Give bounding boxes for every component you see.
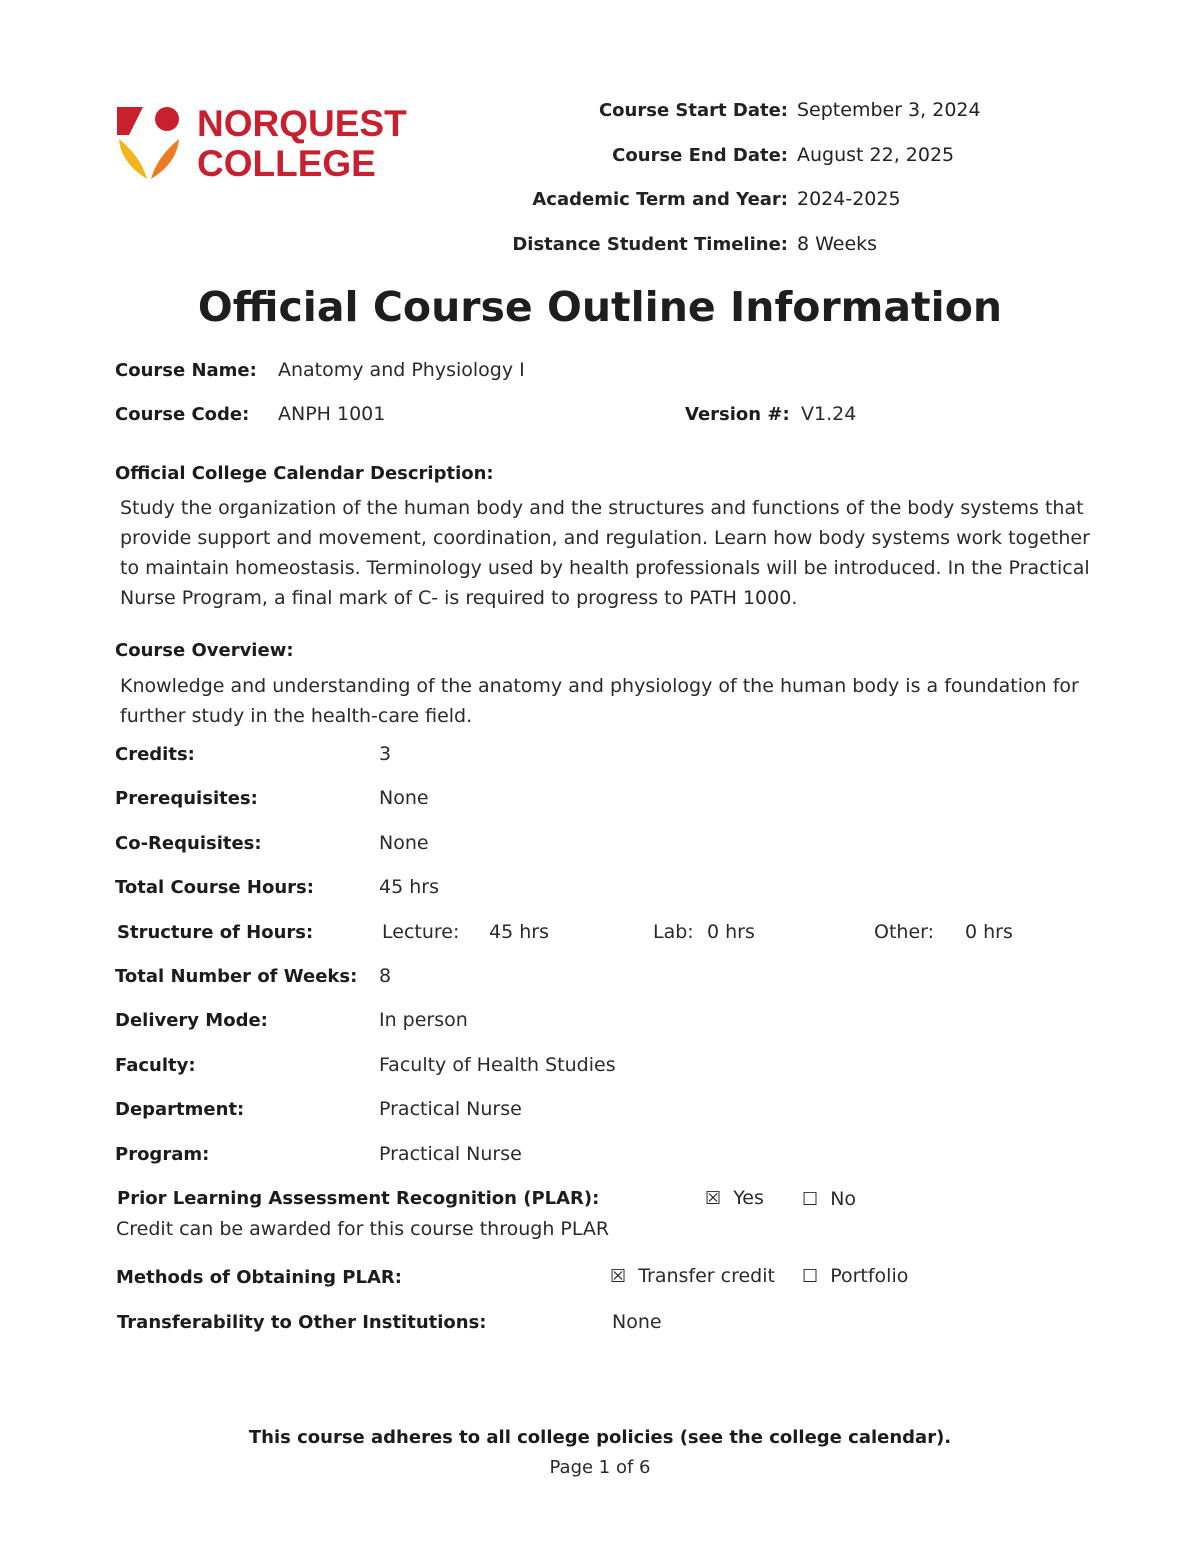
portfolio-label: Portfolio bbox=[830, 1265, 909, 1287]
course-end-date-label: Course End Date: bbox=[612, 145, 788, 166]
plar-yes-option[interactable] bbox=[705, 1187, 764, 1209]
plar-yes-label: Yes bbox=[733, 1187, 764, 1209]
course-code-label: Course Code: bbox=[115, 404, 250, 425]
faculty-value: Faculty of Health Studies bbox=[379, 1054, 616, 1076]
course-end-date-value: August 22, 2025 bbox=[797, 144, 955, 166]
program-value: Practical Nurse bbox=[379, 1143, 522, 1165]
transferability-value: None bbox=[612, 1311, 662, 1333]
plar-note: Credit can be awarded for this course through PLAR bbox=[116, 1218, 610, 1240]
lecture-label: Lecture: bbox=[382, 921, 460, 943]
course-code-value: ANPH 1001 bbox=[278, 403, 386, 425]
corequisites-label: Co-Requisites: bbox=[115, 833, 262, 854]
total-hours-label: Total Course Hours: bbox=[115, 877, 314, 898]
course-start-date-label: Course Start Date: bbox=[598, 100, 788, 121]
credits-value: 3 bbox=[379, 743, 392, 765]
logo-line-1: NORQUEST bbox=[197, 103, 407, 144]
transfer-credit-checkbox[interactable]: ☒ bbox=[610, 1266, 627, 1287]
program-label: Program: bbox=[115, 1144, 210, 1165]
department-value: Practical Nurse bbox=[379, 1098, 522, 1120]
logo-mark-icon bbox=[117, 105, 183, 181]
total-hours-value: 45 hrs bbox=[379, 876, 439, 898]
faculty-label: Faculty: bbox=[115, 1055, 196, 1076]
course-overview-label: Course Overview: bbox=[115, 640, 294, 661]
credits-label: Credits: bbox=[115, 744, 195, 765]
plar-yes-checkbox[interactable]: ☒ bbox=[705, 1188, 722, 1209]
college-logo bbox=[117, 105, 407, 185]
transfer-credit-label: Transfer credit bbox=[638, 1265, 775, 1287]
department-label: Department: bbox=[115, 1099, 245, 1120]
logo-line-2: COLLEGE bbox=[197, 143, 376, 184]
plar-no-option[interactable] bbox=[802, 1188, 856, 1210]
transferability-label: Transferability to Other Institutions: bbox=[117, 1312, 487, 1333]
calendar-description-label: Official College Calendar Description: bbox=[115, 463, 494, 484]
other-label: Other: bbox=[874, 921, 935, 943]
policy-footer: This course adheres to all college policies (see the college calendar). bbox=[248, 1427, 952, 1448]
structure-of-hours-label: Structure of Hours: bbox=[117, 922, 314, 943]
version-value: V1.24 bbox=[801, 403, 857, 425]
prerequisites-value: None bbox=[379, 787, 429, 809]
page-number: Page 1 of 6 bbox=[549, 1457, 651, 1478]
academic-term-label: Academic Term and Year: bbox=[532, 189, 788, 210]
other-value: 0 hrs bbox=[965, 921, 1013, 943]
lab-value: 0 hrs bbox=[707, 921, 755, 943]
total-weeks-label: Total Number of Weeks: bbox=[115, 966, 358, 987]
prerequisites-label: Prerequisites: bbox=[115, 788, 258, 809]
total-weeks-value: 8 bbox=[379, 965, 392, 987]
plar-methods-label: Methods of Obtaining PLAR: bbox=[116, 1267, 402, 1288]
portfolio-checkbox[interactable]: ☐ bbox=[802, 1266, 819, 1287]
lab-label: Lab: bbox=[653, 921, 694, 943]
course-start-date-value: September 3, 2024 bbox=[797, 99, 981, 121]
lecture-value: 45 hrs bbox=[489, 921, 549, 943]
delivery-mode-label: Delivery Mode: bbox=[115, 1010, 268, 1031]
delivery-mode-value: In person bbox=[379, 1009, 468, 1031]
version-label: Version #: bbox=[685, 404, 790, 425]
plar-no-checkbox[interactable]: ☐ bbox=[802, 1189, 819, 1210]
corequisites-value: None bbox=[379, 832, 429, 854]
course-name-label: Course Name: bbox=[115, 360, 257, 381]
course-name-value: Anatomy and Physiology I bbox=[278, 359, 525, 381]
calendar-description-text: Study the organization of the human body and the structures and functions of the body systems that provide support and movement, coordination, and regulation. Learn how body systems work together to maintain homeostasis. Terminology used by health professionals will be introduced. In the Practical Nurse Program, a final mark of C- is required to progress to PATH 1000. bbox=[120, 497, 1090, 609]
course-overview-text: Knowledge and understanding of the anatomy and physiology of the human body is a foundation for further study in the health-care field. bbox=[120, 675, 1079, 727]
page-title: Official Course Outline Information bbox=[197, 283, 1003, 331]
transfer-credit-option[interactable] bbox=[610, 1265, 775, 1287]
distance-timeline-value: 8 Weeks bbox=[797, 233, 878, 255]
distance-timeline-label: Distance Student Timeline: bbox=[512, 234, 788, 255]
plar-label: Prior Learning Assessment Recognition (PLAR): bbox=[117, 1188, 600, 1209]
plar-no-label: No bbox=[830, 1188, 857, 1210]
academic-term-value: 2024-2025 bbox=[797, 188, 901, 210]
portfolio-option[interactable] bbox=[802, 1265, 908, 1287]
